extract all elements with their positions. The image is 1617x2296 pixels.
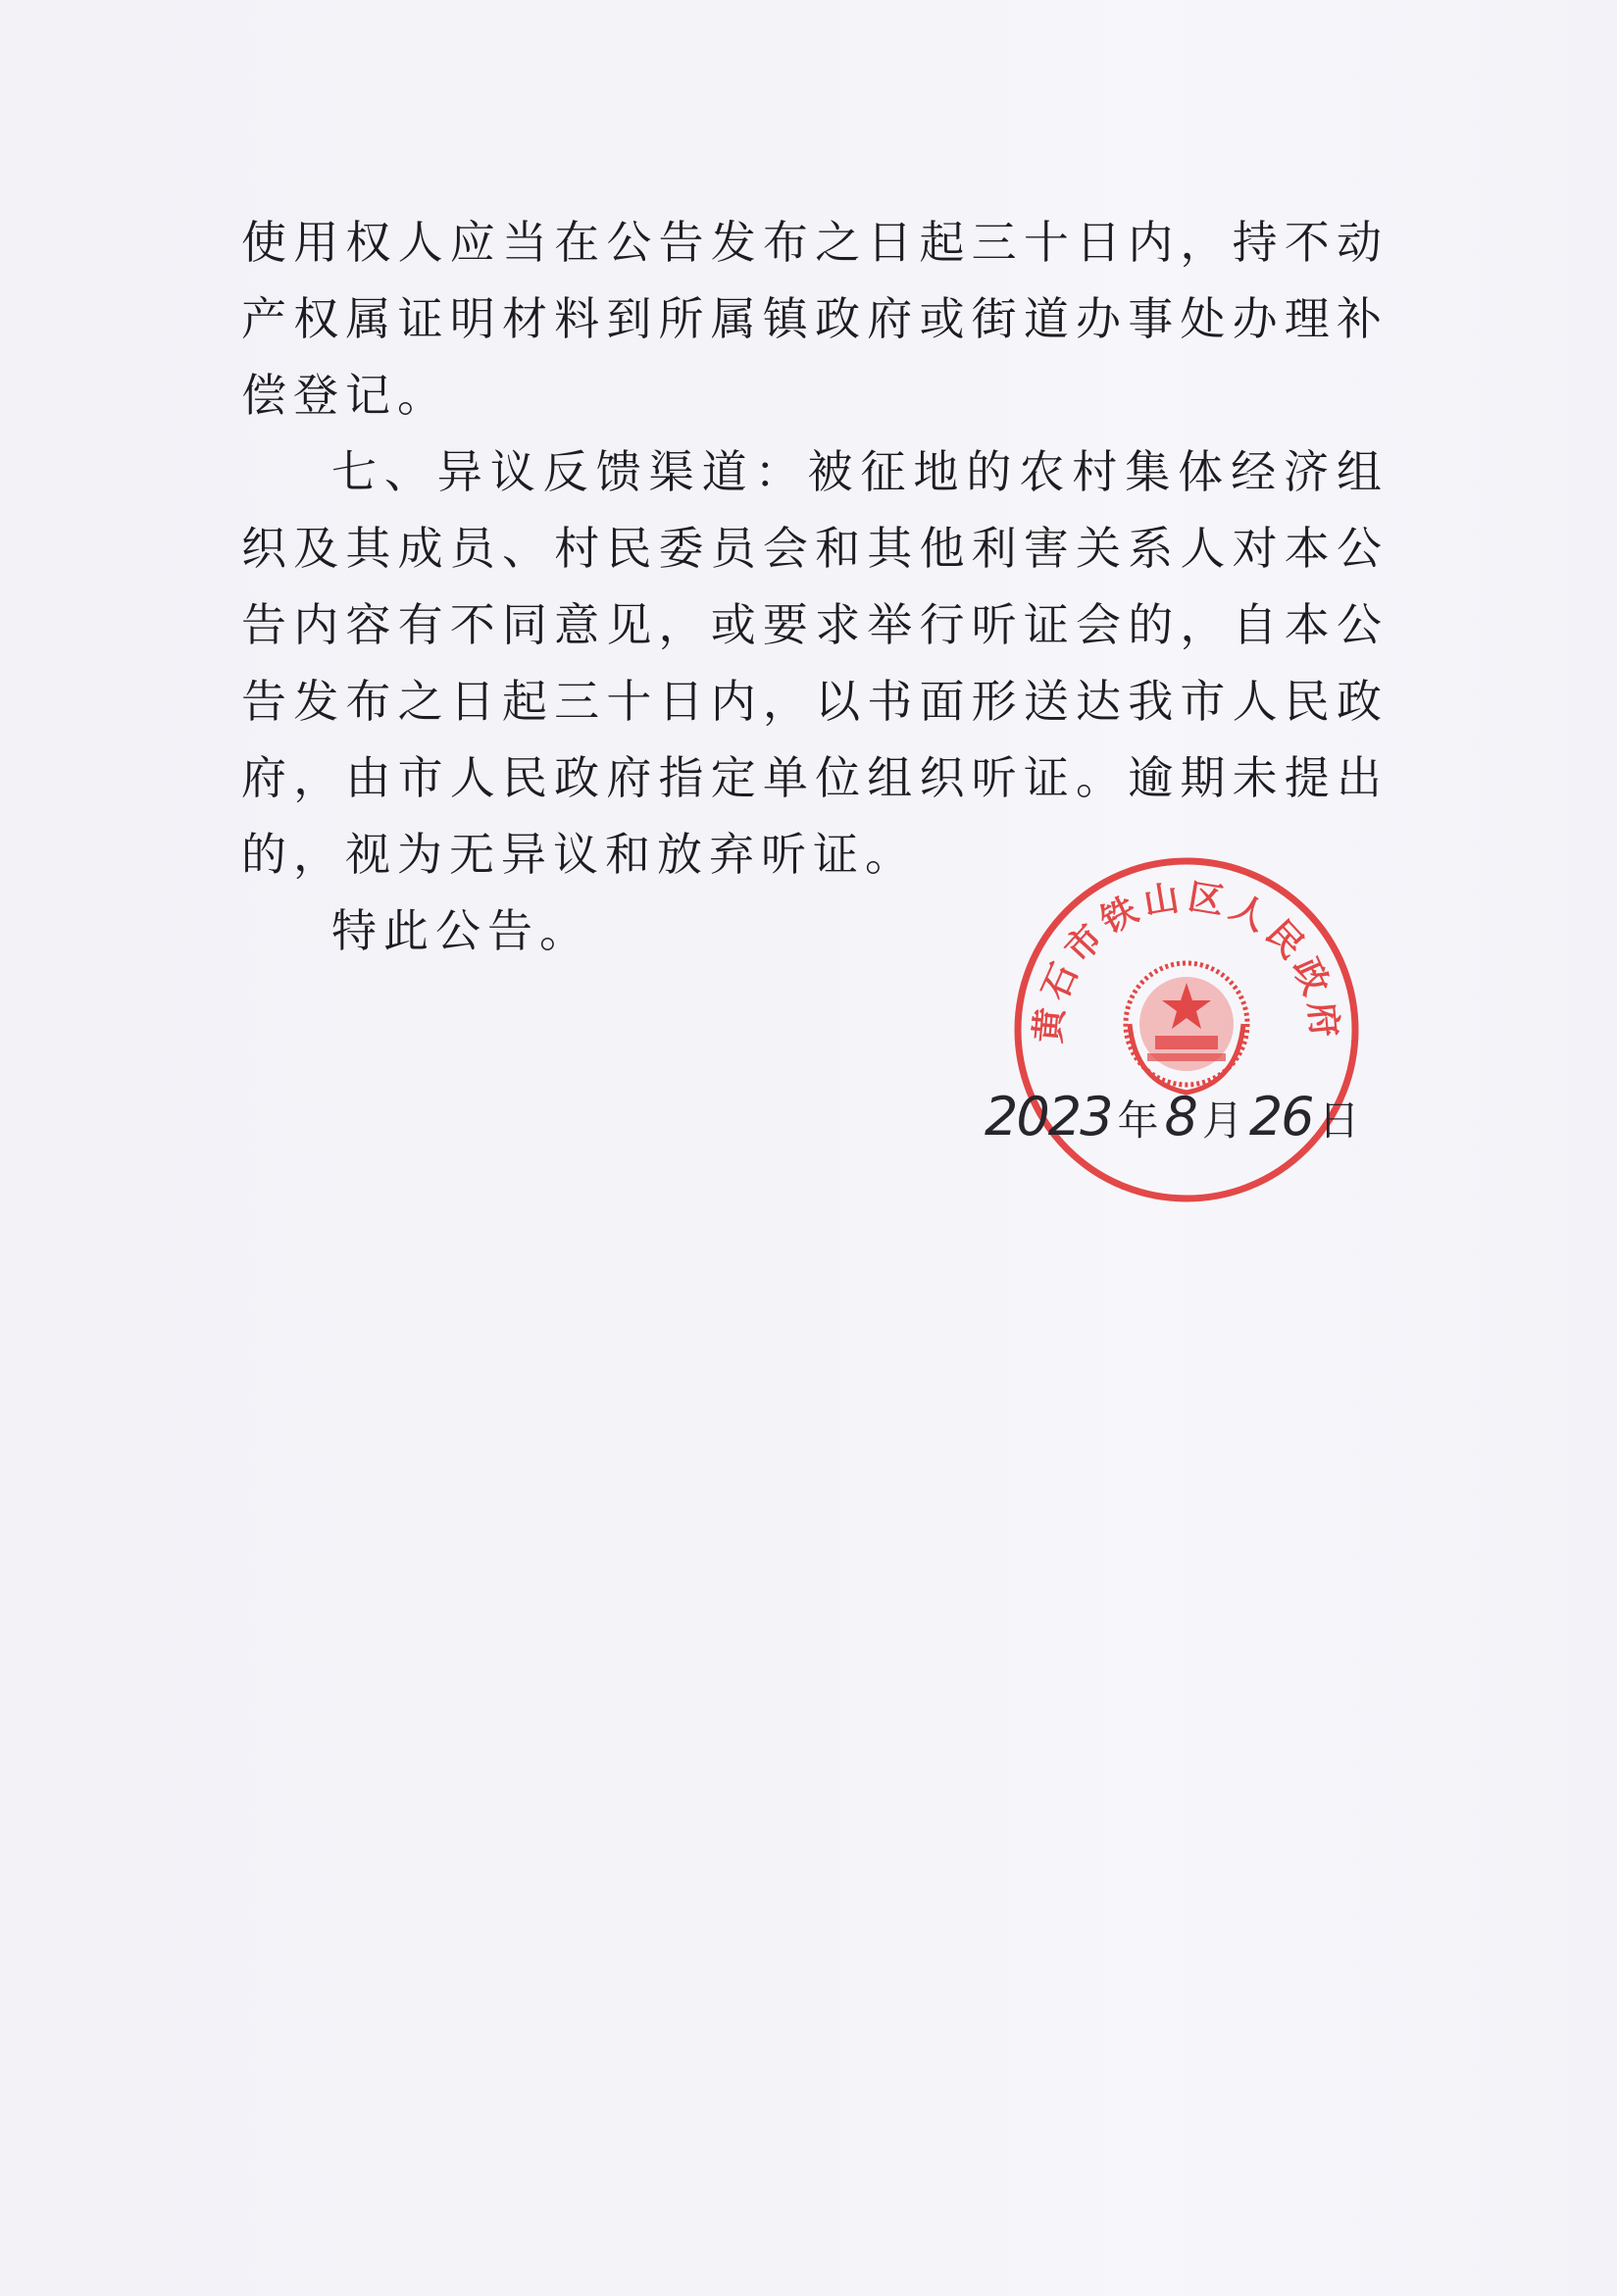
date-month: 8	[1164, 1086, 1196, 1148]
paragraph-compensation-registration: 使用权人应当在公告发布之日起三十日内，持不动产权属证明材料到所属镇政府或街道办事处办理补偿登记。	[241, 216, 1389, 422]
date-month-label: 月	[1201, 1097, 1243, 1145]
seal-text: 黄石市铁山区人民政府	[1028, 877, 1345, 1046]
signature-date	[985, 1069, 1366, 1148]
date-day: 26	[1248, 1086, 1313, 1148]
paragraph-objection-channel: 七、异议反馈渠道：被征地的农村集体经济组织及其成员、村民委员会和其他利害关系人对本公告内容有不同意见，或要求举行听证会的，自本公告发布之日起三十日内，以书面形送达我市人民政府，由市人民政府指定单位组织听证。逾期未提出的，视为无异议和放弃听证。	[241, 445, 1389, 881]
date-year-label: 年	[1117, 1097, 1159, 1145]
date-year: 2023	[985, 1086, 1112, 1148]
date-day-label: 日	[1318, 1097, 1360, 1145]
official-seal	[1008, 851, 1365, 1208]
closing-statement: 特此公告。	[331, 904, 591, 957]
